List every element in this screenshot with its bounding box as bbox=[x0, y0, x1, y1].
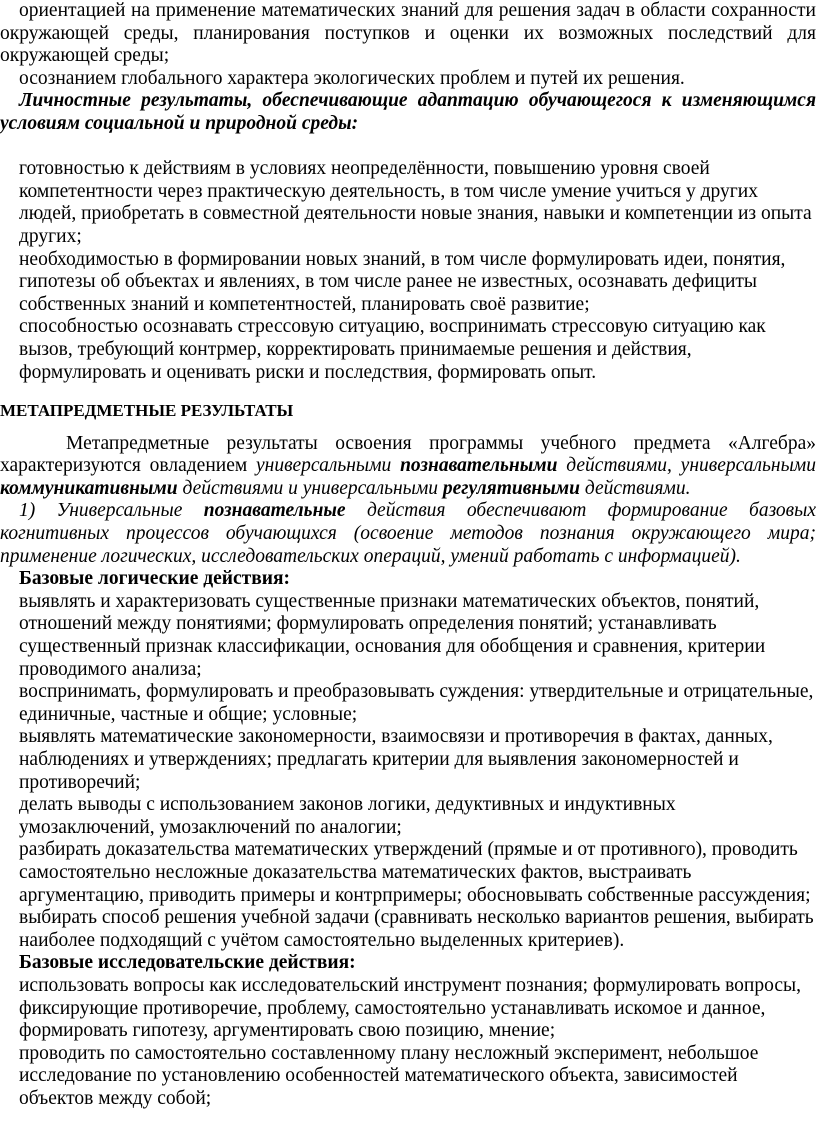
meta-intro-bold-cognitive: познавательными bbox=[400, 455, 558, 477]
logic-list bbox=[0, 591, 816, 953]
spacer bbox=[0, 136, 816, 159]
adaptation-list bbox=[0, 158, 816, 384]
meta-intro-italic: универсальными bbox=[255, 455, 401, 477]
logic-item: разбирать доказательства математических утверждений (прямые и от противного), проводить самостоятельно несложные доказательства математических фактов, выстраивать аргументацию, приводить примеры и контрпримеры; обосновывать собственные рассуждения; bbox=[19, 839, 811, 906]
intro-item-2: осознанием глобального характера экологических проблем и путей их решения. bbox=[19, 67, 685, 89]
meta-intro-text: Метапредметные результаты освоения программы учебного предмета «Алгебра» характеризуются овладением bbox=[0, 432, 816, 477]
meta-intro-italic: действиями. bbox=[579, 477, 691, 499]
logic-item: выбирать способ решения учебной задачи (сравнивать несколько вариантов решения, выбирать наиболее подходящий с учётом самостоятельно выделенных критериев). bbox=[19, 907, 814, 951]
meta-intro-italic: действиями, универсальными bbox=[557, 455, 816, 477]
meta-intro-bold-regulatory: регулятивными bbox=[442, 477, 580, 499]
logic-heading: Базовые логические действия: bbox=[19, 568, 291, 590]
intro-item-1: ориентацией на применение математических знаний для решения задач в области сохранности окружающей среды, планирования поступков и оценки их возможных последствий для окружающей среды; bbox=[0, 0, 816, 67]
cognitive-intro-italic: 1) Универсальные bbox=[19, 500, 204, 522]
logic-item: выявлять математические закономерности, взаимосвязи и противоречия в фактах, данных, наблюдениях и утверждениях; предлагать критерии для выявления закономерностей и противоречий; bbox=[19, 726, 773, 793]
meta-intro-italic: действиями и универсальными bbox=[177, 477, 443, 499]
adaptation-heading: Личностные результаты, обеспечивающие адаптацию обучающегося к изменяющимся условиям социальной и природной среды: bbox=[0, 90, 816, 134]
cognitive-intro-italic: действия обеспечивают формирование базовых когнитивных процессов обучающихся (освоение методов познания окружающего мира; применение логических, исследовательских операций, умений работать с информацией). bbox=[0, 500, 816, 567]
meta-intro-paragraph bbox=[0, 433, 816, 501]
adaptation-item: способностью осознавать стрессовую ситуацию, воспринимать стрессовую ситуацию как вызов, требующий контрмер, корректировать принимаемые решения и действия, формулировать и оценивать риски и последствия, формировать опыт. bbox=[19, 316, 766, 383]
section-heading-meta: МЕТАПРЕДМЕТНЫЕ РЕЗУЛЬТАТЫ bbox=[0, 401, 294, 421]
research-list bbox=[0, 975, 816, 1111]
logic-item: выявлять и характеризовать существенные признаки математических объектов, понятий, отношений между понятиями; формулировать определения понятий; устанавливать существенный признак классификации, основания для обобщения и сравнения, критерии проводимого анализа; bbox=[19, 590, 766, 680]
adaptation-item: необходимостью в формировании новых знаний, в том числе формулировать идеи, понятия, гипотезы об объектах и явлениях, в том числе ранее не известных, осознавать дефициты собственных знаний и компетентностей, планировать своё развитие; bbox=[19, 248, 786, 315]
research-item: использовать вопросы как исследовательский инструмент познания; формулировать вопросы, фиксирующие противоречие, проблему, самостоятельно устанавливать искомое и данное, формировать гипотезу, аргументировать свою позицию, мнение; bbox=[19, 974, 801, 1042]
cognitive-intro-paragraph bbox=[0, 500, 816, 568]
adaptation-item: готовностью к действиям в условиях неопределённости, повышению уровня своей компетентности через практическую деятельность, в том числе умение учиться у других людей, приобретать в совместной деятельности новые знания, навыки и компетенции из опыта других; bbox=[19, 158, 812, 247]
research-heading: Базовые исследовательские действия: bbox=[19, 952, 356, 974]
logic-item: воспринимать, формулировать и преобразовывать суждения: утвердительные и отрицательные, единичные, частные и общие; условные; bbox=[19, 681, 814, 725]
cognitive-intro-bold: познавательные bbox=[203, 500, 346, 522]
research-item: проводить по самостоятельно составленному плану несложный эксперимент, небольшое исследование по установлению особенностей математического объекта, зависимостей объектов между собой; bbox=[19, 1042, 759, 1109]
meta-intro-bold-communicative: коммуникативными bbox=[0, 477, 178, 499]
logic-item: делать выводы с использованием законов логики, дедуктивных и индуктивных умозаключений, умозаключений по аналогии; bbox=[19, 794, 676, 838]
